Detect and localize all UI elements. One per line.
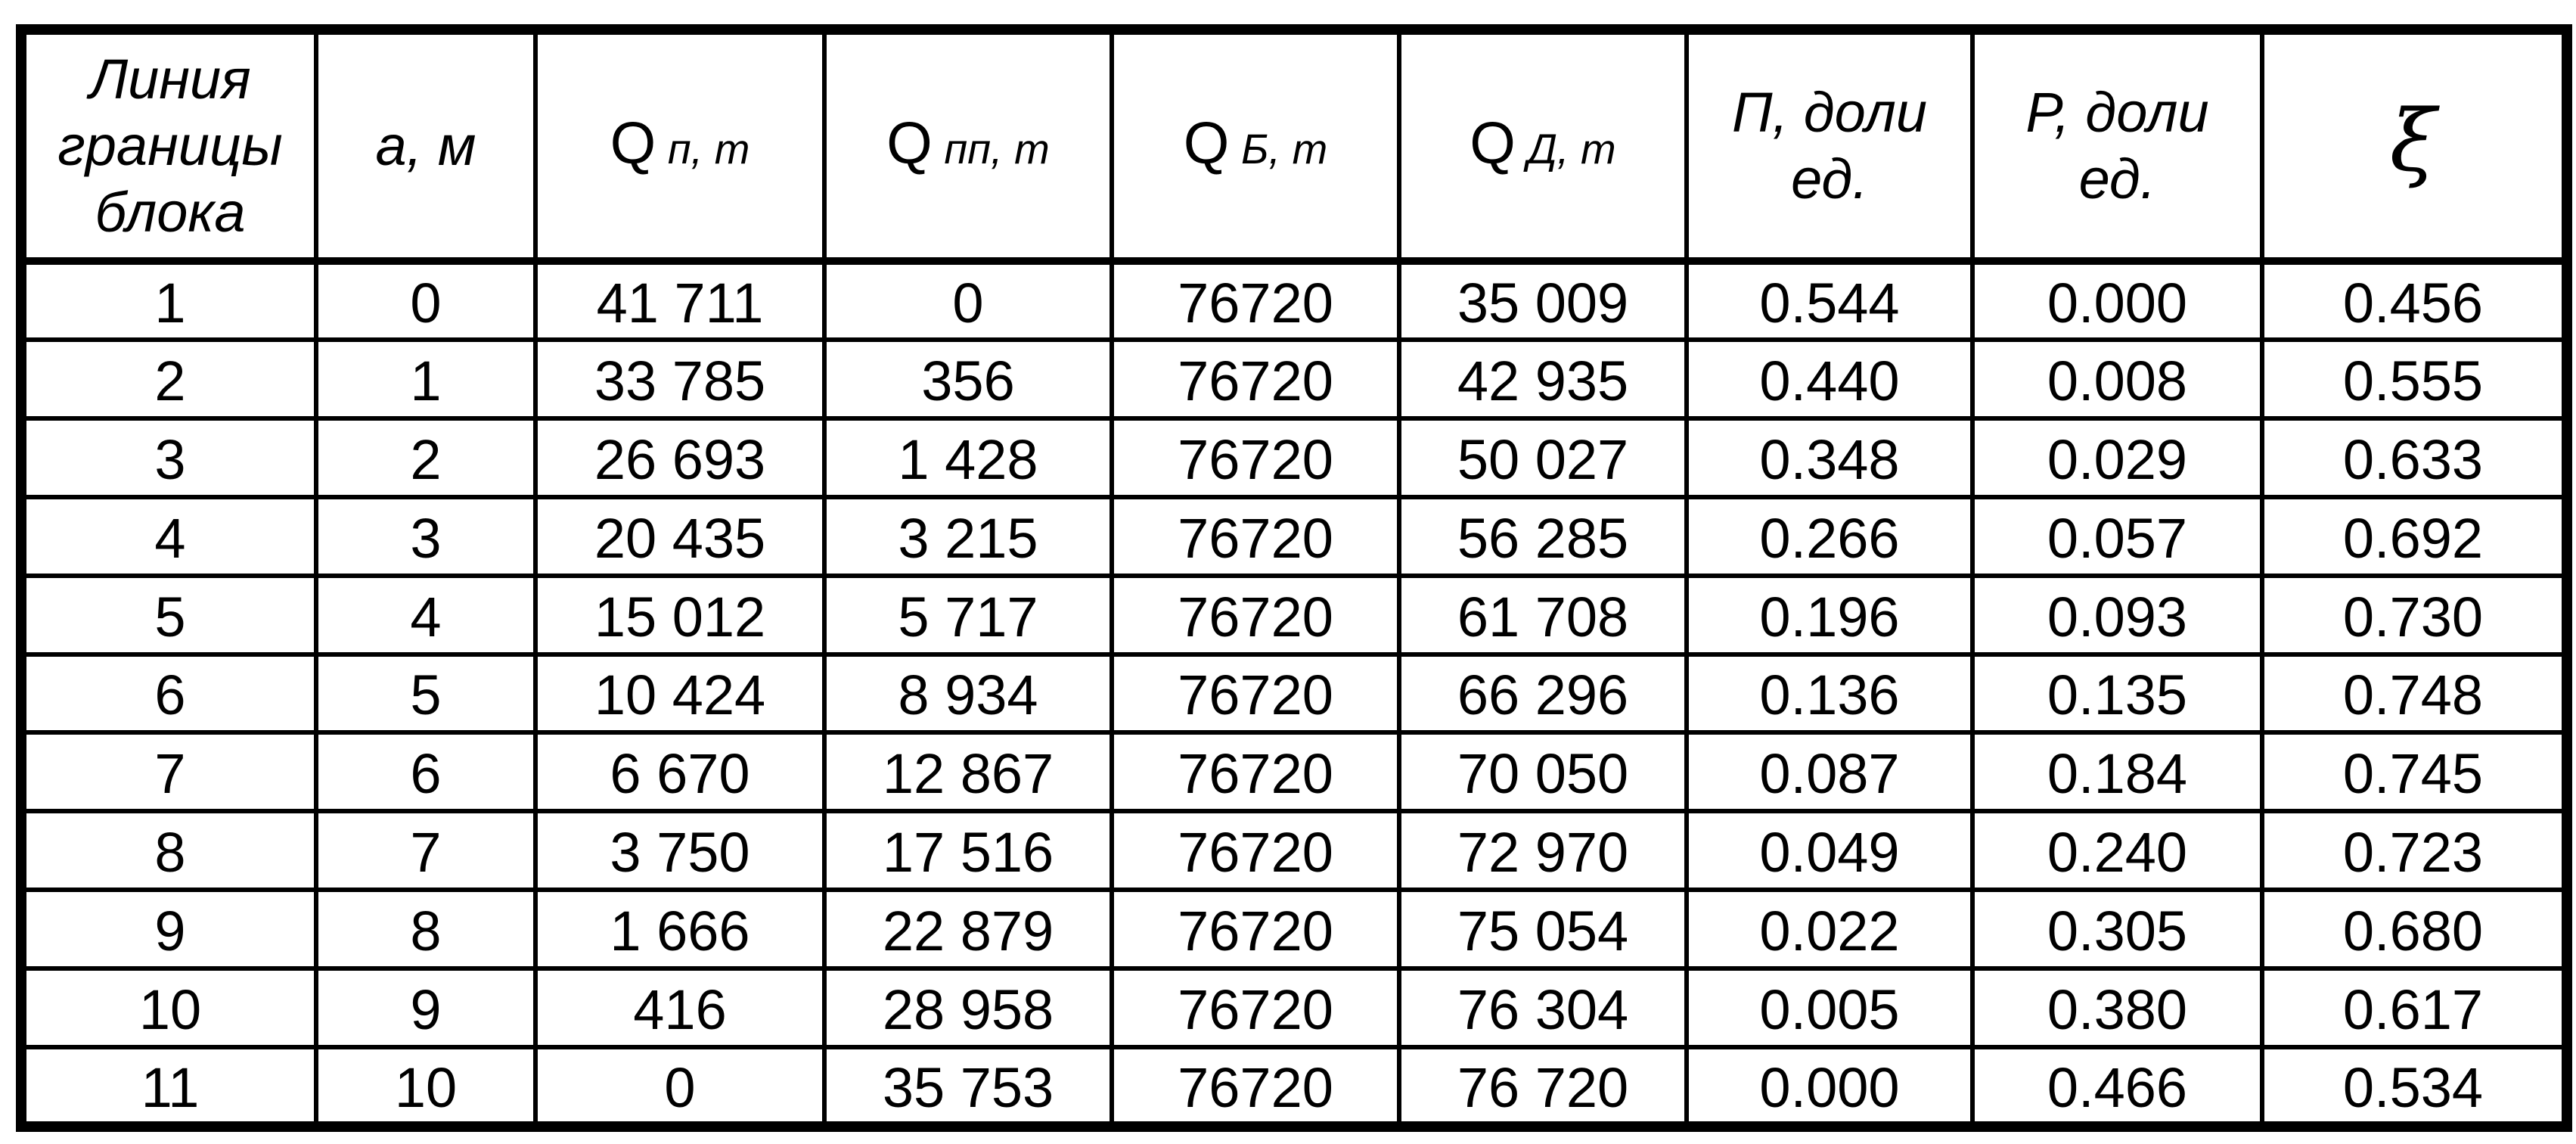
header-q-pp-subscript: пп, т [932,125,1050,173]
table-row [21,654,2567,733]
header-p-line-2: ед. [1791,148,1868,210]
cell-q-d: 72 970 [1399,811,1687,890]
cell-block-line: 3 [21,418,316,497]
table-row [21,497,2567,576]
header-q-d-symbol: Q [1470,110,1516,176]
cell-q-d: 56 285 [1399,497,1687,576]
cell-q-pp: 35 753 [824,1047,1112,1127]
header-p-line-1: П, доли [1731,81,1928,144]
cell-a: 10 [316,1047,535,1127]
cell-p: 0.196 [1687,576,1972,654]
cell-q-p: 41 711 [535,261,824,340]
cell-q-b: 76720 [1112,1047,1399,1127]
cell-q-p: 416 [535,968,824,1047]
cell-xi: 0.730 [2262,576,2567,654]
cell-q-p: 0 [535,1047,824,1127]
cell-q-pp: 5 717 [824,576,1112,654]
cell-r: 0.135 [1972,654,2262,733]
cell-block-line: 2 [21,340,316,418]
cell-a: 1 [316,340,535,418]
cell-q-p: 10 424 [535,654,824,733]
cell-block-line: 4 [21,497,316,576]
table-row [21,418,2567,497]
cell-block-line: 6 [21,654,316,733]
data-table [16,24,2572,1132]
cell-q-p: 33 785 [535,340,824,418]
header-xi-symbol: ξ [2389,92,2437,191]
cell-block-line: 8 [21,811,316,890]
header-r-line-1: Р, доли [2025,81,2209,144]
header-a [316,30,535,261]
table-body [21,261,2567,1127]
header-q-b-symbol: Q [1183,110,1230,176]
table-row [21,261,2567,340]
header-r [1972,30,2262,261]
cell-p: 0.022 [1687,890,1972,968]
cell-r: 0.184 [1972,732,2262,811]
cell-p: 0.136 [1687,654,1972,733]
header-block-line-2: границы [57,114,283,177]
header-a-label: a, м [375,114,476,177]
cell-q-pp: 17 516 [824,811,1112,890]
header-row [21,30,2567,261]
cell-a: 5 [316,654,535,733]
cell-p: 0.544 [1687,261,1972,340]
table-row [21,576,2567,654]
cell-q-d: 42 935 [1399,340,1687,418]
cell-block-line: 10 [21,968,316,1047]
cell-a: 2 [316,418,535,497]
cell-q-b: 76720 [1112,732,1399,811]
cell-p: 0.005 [1687,968,1972,1047]
cell-xi: 0.680 [2262,890,2567,968]
cell-r: 0.057 [1972,497,2262,576]
cell-block-line: 1 [21,261,316,340]
cell-q-b: 76720 [1112,811,1399,890]
cell-q-b: 76720 [1112,654,1399,733]
cell-r: 0.000 [1972,261,2262,340]
table-row [21,340,2567,418]
cell-q-b: 76720 [1112,890,1399,968]
cell-r: 0.240 [1972,811,2262,890]
cell-q-d: 61 708 [1399,576,1687,654]
cell-xi: 0.723 [2262,811,2567,890]
header-q-pp-symbol: Q [886,110,933,176]
cell-xi: 0.633 [2262,418,2567,497]
cell-q-b: 76720 [1112,497,1399,576]
table-row [21,890,2567,968]
cell-block-line: 9 [21,890,316,968]
cell-xi: 0.748 [2262,654,2567,733]
cell-q-pp: 1 428 [824,418,1112,497]
cell-p: 0.049 [1687,811,1972,890]
header-p [1687,30,1972,261]
cell-q-pp: 0 [824,261,1112,340]
cell-q-d: 70 050 [1399,732,1687,811]
cell-xi: 0.745 [2262,732,2567,811]
cell-p: 0.440 [1687,340,1972,418]
cell-a: 0 [316,261,535,340]
header-q-d [1399,30,1687,261]
cell-q-d: 66 296 [1399,654,1687,733]
cell-r: 0.380 [1972,968,2262,1047]
cell-q-b: 76720 [1112,340,1399,418]
header-xi [2262,30,2567,261]
header-q-p-symbol: Q [610,110,656,176]
header-q-p-subscript: п, т [656,125,750,173]
cell-r: 0.008 [1972,340,2262,418]
cell-q-pp: 8 934 [824,654,1112,733]
cell-p: 0.000 [1687,1047,1972,1127]
table-row [21,811,2567,890]
cell-q-d: 35 009 [1399,261,1687,340]
cell-p: 0.266 [1687,497,1972,576]
cell-p: 0.348 [1687,418,1972,497]
cell-block-line: 5 [21,576,316,654]
cell-q-b: 76720 [1112,418,1399,497]
cell-a: 8 [316,890,535,968]
cell-xi: 0.692 [2262,497,2567,576]
header-block-line-3: блока [95,181,246,244]
cell-a: 3 [316,497,535,576]
cell-q-p: 3 750 [535,811,824,890]
cell-q-d: 76 304 [1399,968,1687,1047]
cell-q-pp: 28 958 [824,968,1112,1047]
cell-p: 0.087 [1687,732,1972,811]
cell-block-line: 11 [21,1047,316,1127]
cell-a: 7 [316,811,535,890]
header-q-b-subscript: Б, т [1229,125,1328,173]
cell-q-d: 75 054 [1399,890,1687,968]
header-q-d-subscript: Д, т [1515,125,1616,173]
cell-q-pp: 22 879 [824,890,1112,968]
cell-q-pp: 12 867 [824,732,1112,811]
table-row [21,968,2567,1047]
header-block-line [21,30,316,261]
cell-q-b: 76720 [1112,968,1399,1047]
header-q-pp [824,30,1112,261]
cell-q-p: 20 435 [535,497,824,576]
cell-q-pp: 356 [824,340,1112,418]
header-q-b [1112,30,1399,261]
cell-a: 6 [316,732,535,811]
table-row [21,1047,2567,1127]
header-r-line-2: ед. [2078,148,2156,210]
cell-r: 0.305 [1972,890,2262,968]
cell-q-p: 1 666 [535,890,824,968]
header-block-line-1: Линия [89,48,251,110]
cell-q-pp: 3 215 [824,497,1112,576]
cell-block-line: 7 [21,732,316,811]
cell-xi: 0.534 [2262,1047,2567,1127]
cell-q-b: 76720 [1112,576,1399,654]
cell-q-p: 6 670 [535,732,824,811]
cell-a: 9 [316,968,535,1047]
header-q-p [535,30,824,261]
table-row [21,732,2567,811]
cell-q-d: 76 720 [1399,1047,1687,1127]
cell-q-p: 26 693 [535,418,824,497]
cell-r: 0.466 [1972,1047,2262,1127]
cell-r: 0.029 [1972,418,2262,497]
cell-q-p: 15 012 [535,576,824,654]
cell-r: 0.093 [1972,576,2262,654]
cell-xi: 0.555 [2262,340,2567,418]
cell-q-b: 76720 [1112,261,1399,340]
cell-q-d: 50 027 [1399,418,1687,497]
cell-a: 4 [316,576,535,654]
cell-xi: 0.617 [2262,968,2567,1047]
cell-xi: 0.456 [2262,261,2567,340]
